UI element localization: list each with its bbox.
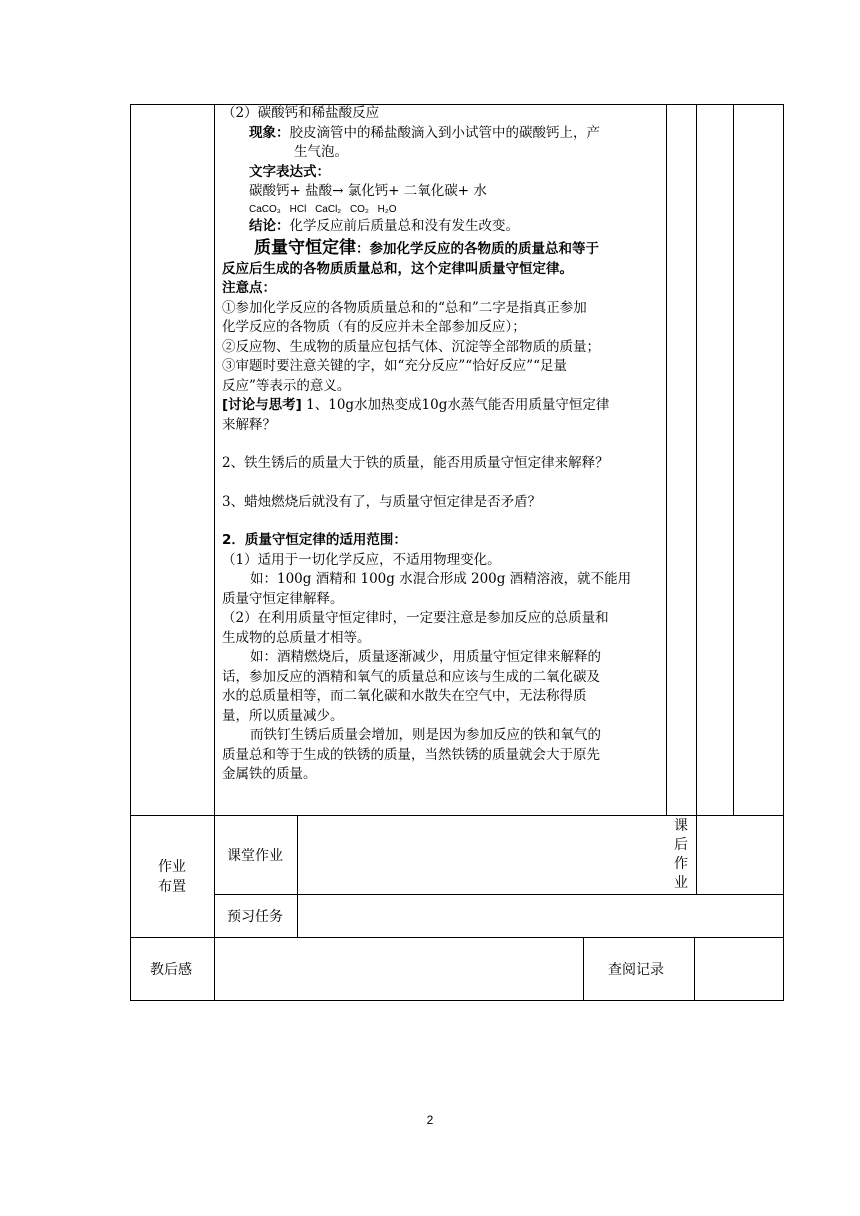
chemical-formulas: CaCO₃ HCl CaCl₂ CO₂ H₂O: [249, 203, 397, 215]
note-1: ①参加化学反应的各物质质量总和的“总和”二字是指真正参加: [222, 299, 587, 316]
note-1-cont: 化学反应的各物质（有的反应并未全部参加反应）；: [222, 319, 526, 335]
reflection-col-line-1: [583, 937, 584, 1001]
homework-col-line: [297, 815, 298, 937]
col-line-3: [733, 104, 734, 815]
phenomenon-cont: 生气泡。: [294, 144, 348, 160]
reflection-label: 教后感: [150, 962, 192, 978]
table-bottom-border: [130, 1000, 784, 1001]
discussion-2: 2、铁生锈后的质量大于铁的质量，能否用质量守恒定律来解释？: [222, 455, 609, 471]
scope-1: （1）适用于一切化学反应，不适用物理变化。: [222, 551, 501, 568]
example-3: 而铁钉生锈后质量会增加，则是因为参加反应的铁和氧气的: [250, 727, 601, 743]
scope-2: （2）在利用质量守恒定律时，一定要注意是参加反应的总质量和: [222, 610, 609, 626]
example-2-line-4: 量，所以质量减少。: [222, 707, 344, 724]
discussion-1: [讨论与思考] 1、10g水加热变成10g水蒸气能否用质量守恒定律: [222, 397, 610, 413]
homework-divider: [214, 894, 784, 895]
page-number: 2: [426, 1113, 434, 1127]
scope-1-example-cont: 质量守恒定律解释。: [222, 590, 344, 607]
conclusion: 结论：化学反应前后质量总和没有发生改变。: [249, 217, 519, 234]
preview-task-label: 预习任务: [227, 909, 283, 925]
notes-label: 注意点：: [222, 280, 276, 296]
discussion-3: 3、蜡烛燃烧后就没有了，与质量守恒定律是否矛盾？: [222, 493, 542, 510]
note-3: ③审题时要注意关键的字，如“充分反应”“恰好反应”“足量: [222, 358, 568, 374]
classwork-label: 课堂作业: [227, 848, 283, 864]
law-definition: 质量守恒定律：参加化学反应的各物质的质量总和等于: [254, 238, 599, 258]
example-2-line-3: 水的总质量相等，而二氧化碳和水散失在空气中，无法称得质: [222, 688, 587, 704]
word-equation: 碳酸钙+ 盐酸→ 氯化钙+ 二氧化碳+ 水: [249, 183, 487, 199]
discussion-1-cont: 来解释？: [222, 416, 276, 433]
lesson-content: [222, 104, 666, 785]
after-class-homework-label: 课 后 作 业: [674, 818, 688, 891]
review-record-label: 查阅记录: [608, 962, 664, 978]
phenomenon: 现象：胶皮滴管中的稀盐酸滴入到小试管中的碳酸钙上，产: [249, 124, 600, 141]
reflection-top-line: [130, 937, 784, 938]
scope-1-example: 如：100g 酒精和 100g 水混合形成 200g 酒精溶液，就不能用: [250, 571, 632, 587]
note-3-cont: 反应”等表示的意义。: [222, 377, 351, 394]
reaction-title: （2）碳酸钙和稀盐酸反应: [222, 105, 380, 121]
example-3-line-3: 金属铁的质量。: [222, 766, 317, 782]
example-2: 如：酒精燃烧后，质量逐渐减少，用质量守恒定律来解释的: [250, 649, 601, 665]
reflection-col-line-2: [694, 937, 695, 1001]
homework-label: 作业 布置: [158, 859, 186, 895]
col-line-2: [696, 104, 697, 895]
section-divider: [130, 815, 784, 816]
scope-2-cont: 生成物的总质量才相等。: [222, 629, 371, 646]
content-left-line: [214, 104, 215, 1001]
example-3-line-2: 质量总和等于生成的铁锈的质量，当然铁锈的质量就会大于原先: [222, 746, 600, 763]
law-definition-cont: 反应后生成的各物质质量总和，这个定律叫质量守恒定律。: [222, 260, 573, 277]
scope-title: 2．质量守恒定律的适用范围：: [222, 532, 407, 548]
note-2: ②反应物、生成物的质量应包括气体、沉淀等全部物质的质量；: [222, 338, 600, 355]
example-2-line-2: 话，参加反应的酒精和氧气的质量总和应该与生成的二氧化碳及: [222, 668, 600, 685]
word-equation-label: 文字表达式：: [249, 163, 330, 180]
content-right-line: [666, 104, 667, 815]
table-right-border: [783, 104, 784, 1001]
